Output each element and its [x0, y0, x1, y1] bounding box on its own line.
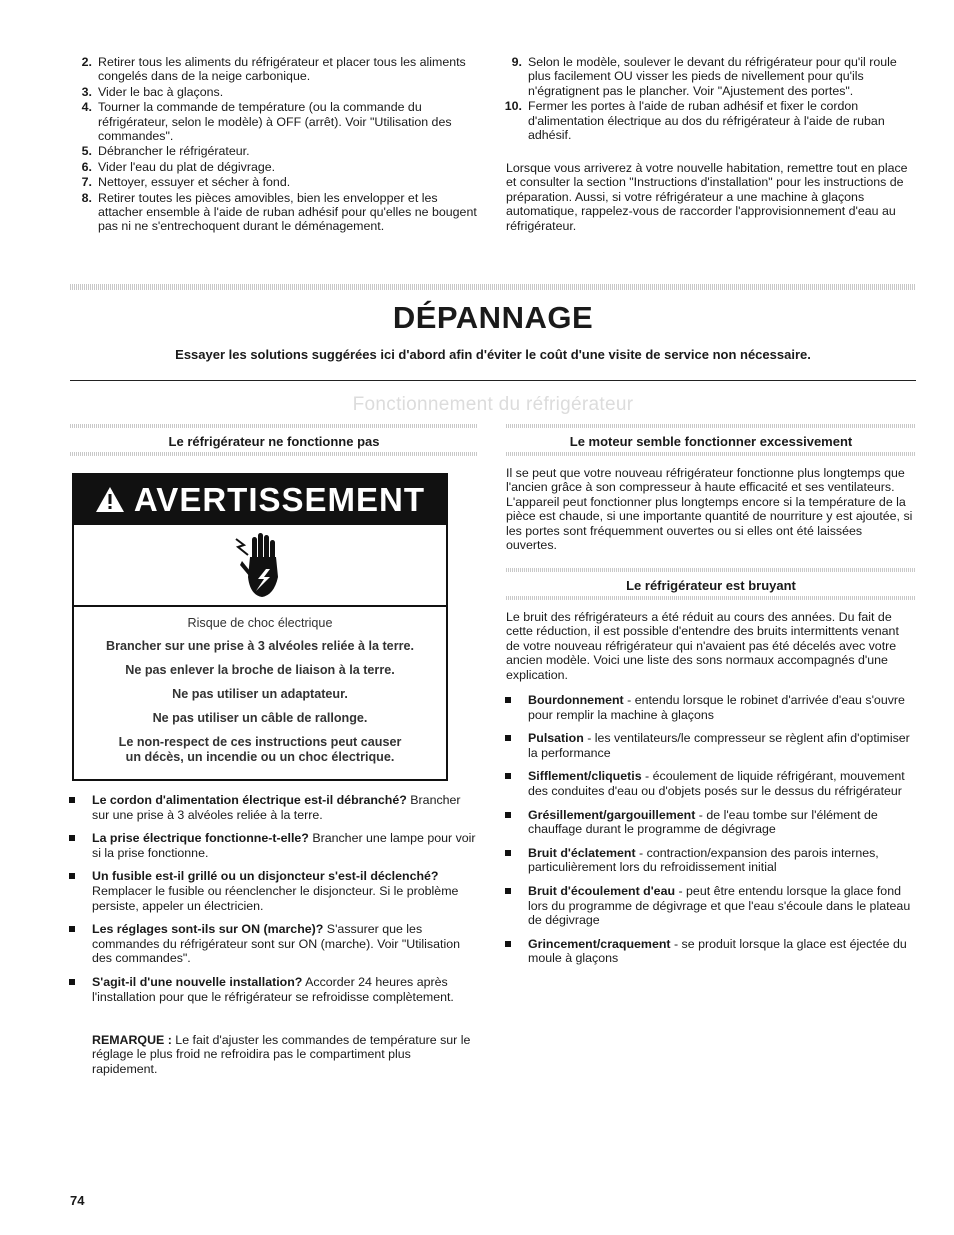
electric-shock-hand-icon	[234, 531, 286, 601]
warning-consequence: Le non-respect de ces instructions peut causer	[118, 735, 402, 749]
not-working-checklist	[66, 793, 476, 1013]
subhead-noisy: Le réfrigérateur est bruyant	[626, 578, 796, 593]
warning-line: Ne pas enlever la broche de liaison à la terre.	[125, 663, 395, 677]
list-item: 8. Retirer toutes les pièces amovibles, bien les envelopper et les attacher ensemble à l'aide de ruban adhésif pour qu'elles ne bougent pas ni ne s'entrechoquent durant le déménagement.	[81, 190, 477, 234]
list-item: Sifflement/cliquetis - écoulement de liquide réfrigérant, mouvement des conduites d'eau ou d'objets posés sur le dessus du réfrigérateur	[502, 769, 916, 798]
warning-line: Ne pas utiliser un câble de rallonge.	[152, 711, 368, 725]
page-number: 74	[70, 1193, 85, 1208]
warning-line: Ne pas utiliser un adaptateur.	[172, 687, 348, 701]
hatch-divider	[506, 452, 916, 456]
list-item: 10. Fermer les portes à l'aide de ruban adhésif et fixer le cordon d'alimentation électrique au dos du réfrigérateur à l'aide de ruban adhésif.	[504, 99, 885, 143]
warning-heading: AVERTISSEMENT	[133, 481, 426, 518]
hazard-label: Risque de choc électrique	[187, 616, 333, 630]
subhead-not-working: Le réfrigérateur ne fonctionne pas	[168, 434, 380, 449]
hatch-divider	[506, 596, 916, 600]
list-item: 9. Selon le modèle, soulever le devant du réfrigérateur pour qu'il roule plus facilement OU visser les pieds de nivellement pour qu'ils n'égratignent pas le plancher. Voir "Ajustement des portes".	[511, 55, 897, 98]
moving-steps-right	[500, 55, 915, 143]
list-item: Les réglages sont-ils sur ON (marche)? S'assurer que les commandes du réfrigérateur sont sur ON (marche). Voir "Utilisation des commandes".	[66, 922, 476, 966]
noise-paragraph: Le bruit des réfrigérateurs a été réduit au cours des années. Du fait de cette réduction, il est possible d'entendre des bruits intermittents venant de votre nouveau réfrigérateur qui n'avaient pas été décelés avec votre ancien modèle. Voici une liste des sons normaux accompagnés d'une explication.	[506, 610, 899, 682]
note-paragraph: REMARQUE : Le fait d'ajuster les commandes de température sur le réglage le plus froid ne refroidira pas le compartiment plus rapidement.	[92, 1033, 471, 1076]
list-item: S'agit-il d'une nouvelle installation? Accorder 24 heures après l'installation pour que le réfrigérateur se refroidisse complètement.	[66, 975, 476, 1004]
warning-header	[74, 475, 446, 525]
section-title: Fonctionnement du réfrigérateur	[352, 394, 634, 415]
noise-list	[502, 693, 916, 975]
list-item: Un fusible est-il grillé ou un disjoncteur s'est-il déclenché? Remplacer le fusible ou réenclencher le disjoncteur. Si le problème persiste, appeler un électricien.	[66, 869, 476, 913]
subhead-motor-runs: Le moteur semble fonctionner excessivement	[569, 434, 853, 449]
title-rule	[70, 380, 916, 381]
warning-content	[74, 607, 446, 765]
arrival-paragraph: Lorsque vous arriverez à votre nouvelle habitation, remettre tout en place et consulter la section "Instructions d'installation" pour les instructions de préparation. Aussi, si votre réfrigérateur a une machine à glaçons automatique, rappelez-vous de raccorder l'approvisionnement d'eau au réfrigérateur.	[506, 161, 908, 233]
list-item: Bruit d'éclatement - contraction/expansion des parois internes, particulièrement lors du refroidissement initial	[502, 846, 916, 875]
page-subtitle: Essayer les solutions suggérées ici d'abord afin d'éviter le coût d'une visite de service non nécessaire.	[175, 347, 811, 362]
hatch-divider	[70, 284, 916, 290]
moving-steps-left	[70, 55, 480, 235]
list-item: 5. Débrancher le réfrigérateur.	[81, 144, 250, 159]
motor-paragraph: Il se peut que votre nouveau réfrigérateur fonctionne plus longtemps que l'ancien grâce à son compresseur à haute efficacité et ses ventilateurs. L'appareil peut fonctionner plus longtemps encore si la température de la pièce est chaude, si une importante quantité de nourriture y est ajoutée, si les portes sont fréquemment ouvertes ou si elles ont été laissées ouvertes.	[506, 466, 913, 553]
list-item: 2. Retirer tous les aliments du réfrigérateur et placer tous les aliments congelés dans de la neige carbonique.	[81, 55, 466, 84]
warning-consequence: un décès, un incendie ou un choc électrique.	[125, 750, 395, 764]
list-item: Bruit d'écoulement d'eau - peut être entendu lorsque la glace fond lors du programme de dégivrage et que l'eau s'écoule dans le plateau de dégivrage	[502, 884, 916, 928]
hatch-divider	[70, 452, 478, 456]
hatch-divider	[506, 424, 916, 428]
warning-line: Brancher sur une prise à 3 alvéoles reliée à la terre.	[105, 639, 414, 653]
hatch-divider	[70, 424, 478, 428]
list-item: Le cordon d'alimentation électrique est-il débranché? Brancher sur une prise à 3 alvéoles reliée à la terre.	[66, 793, 476, 822]
list-item: Grésillement/gargouillement - de l'eau tombe sur l'élément de chauffage durant le programme de dégivrage	[502, 808, 916, 837]
hatch-divider	[506, 568, 916, 572]
list-item: Bourdonnement - entendu lorsque le robinet d'arrivée d'eau s'ouvre pour remplir la machine à glaçons	[502, 693, 916, 722]
list-item: Pulsation - les ventilateurs/le compresseur se règlent afin d'optimiser la performance	[502, 731, 916, 760]
warning-box	[72, 473, 448, 781]
list-item: La prise électrique fonctionne-t-elle? Brancher une lampe pour voir si la prise fonctionne.	[66, 831, 476, 860]
page-title: DÉPANNAGE	[392, 300, 594, 335]
list-item: Grincement/craquement - se produit lorsque la glace est éjectée du moule à glaçons	[502, 937, 916, 966]
list-item: 6. Vider l'eau du plat de dégivrage.	[81, 159, 276, 174]
list-item: 3. Vider le bac à glaçons.	[81, 84, 224, 99]
warning-triangle-icon	[95, 486, 125, 513]
list-item: 4. Tourner la commande de température (ou la commande du réfrigérateur, selon le modèle) à OFF (arrêt). Voir "Utilisation des commandes".	[81, 100, 452, 144]
hazard-symbol-area	[74, 525, 446, 605]
list-item: 7. Nettoyer, essuyer et sécher à fond.	[81, 175, 291, 190]
